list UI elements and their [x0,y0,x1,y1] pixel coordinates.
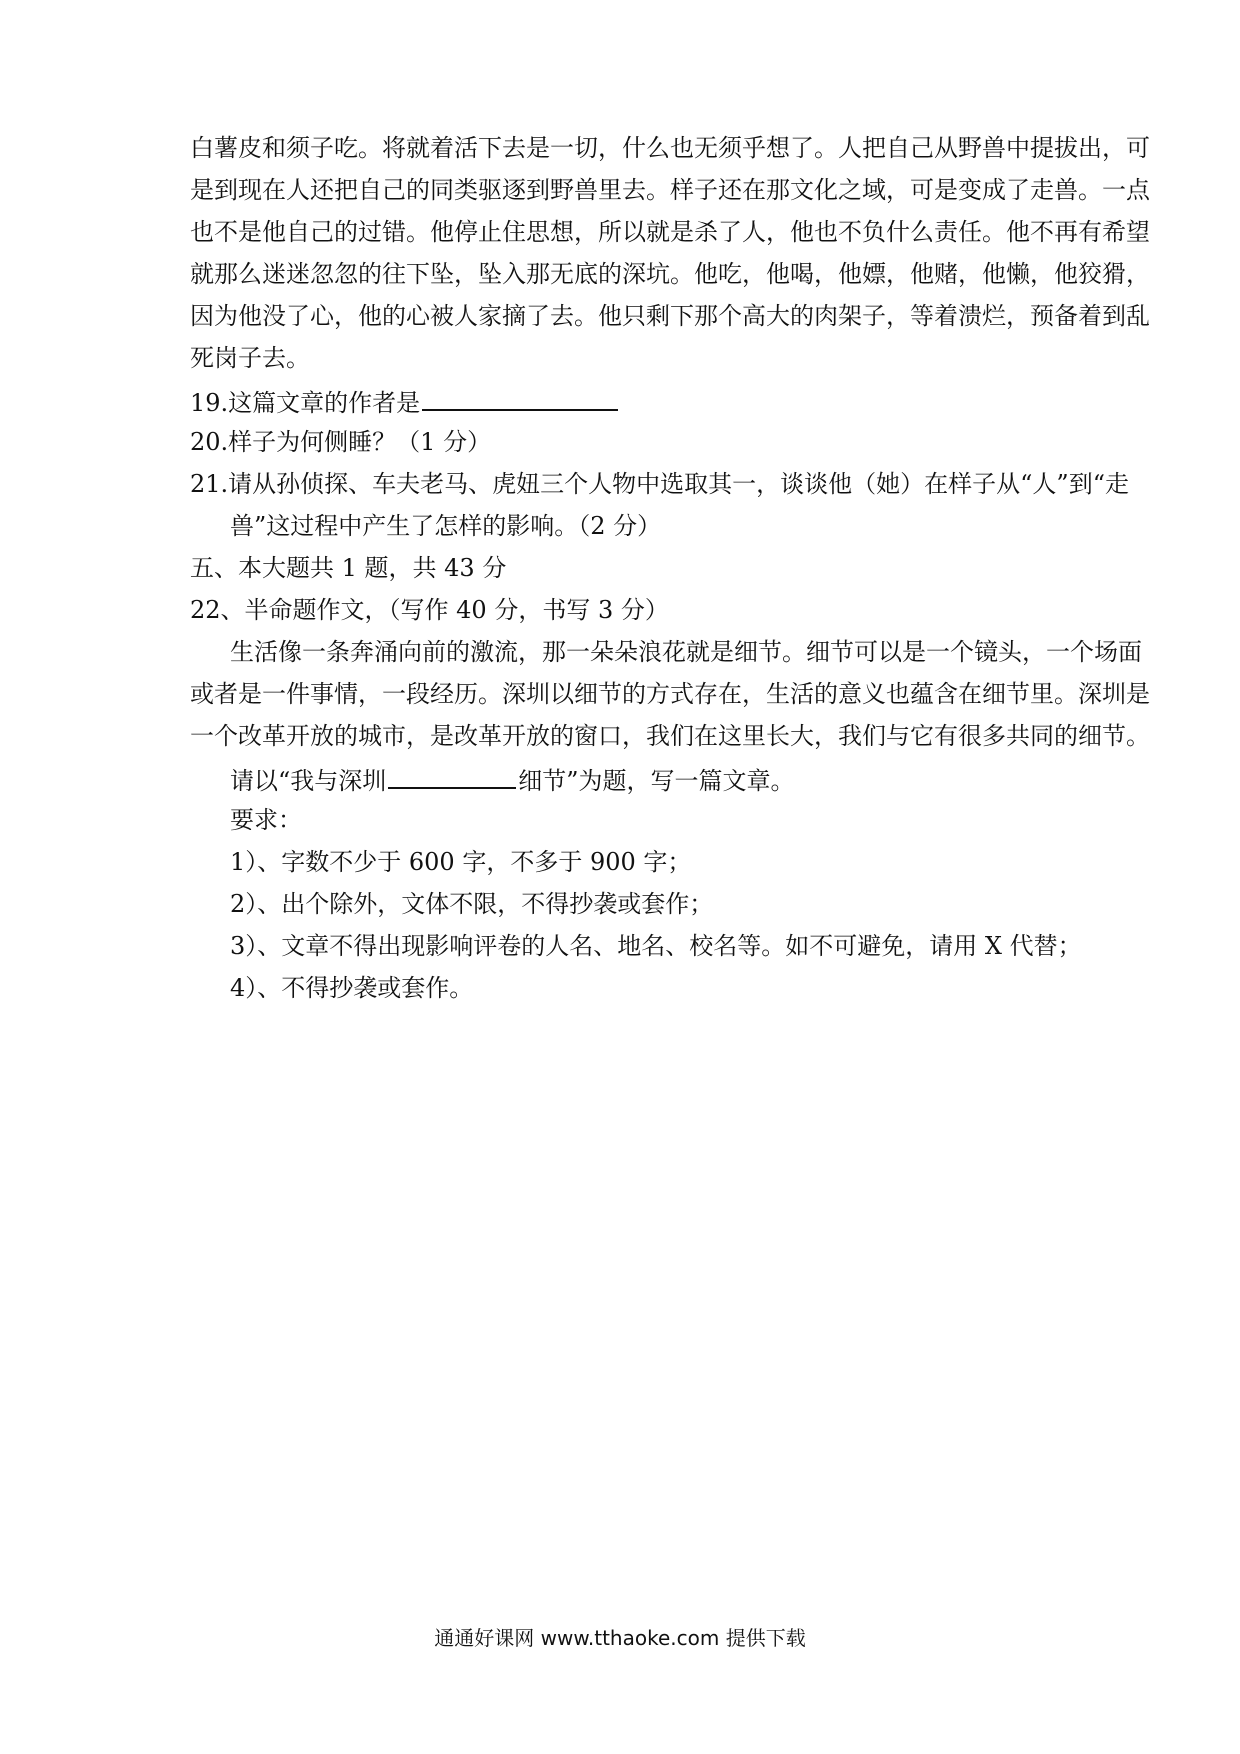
question-21-continued: 兽”这过程中产生了怎样的影响。（2 分） [230,512,662,540]
page-footer: 通通好课网 www.tthaoke.com 提供下载 [434,1626,806,1650]
essay-prompt-line: 一个改革开放的城市，是改革开放的窗口，我们在这里长大，我们与它有很多共同的细节。 [190,722,1150,750]
requirement-item: 3）、文章不得出现影响评卷的人名、地名、校名等。如不可避免，请用 X 代替； [230,932,1082,960]
essay-prompt-line: 生活像一条奔涌向前的激流，那一朵朵浪花就是细节。细节可以是一个镜头，一个场面 [230,638,1142,666]
passage-line: 是到现在人还把自己的同类驱逐到野兽里去。样子还在那文化之域，可是变成了走兽。一点 [190,176,1150,204]
title-prefix: 请以“我与深圳 [230,767,387,795]
essay-prompt-line: 或者是一件事情，一段经历。深圳以细节的方式存在，生活的意义也蕴含在细节里。深圳是 [190,680,1150,708]
passage-line: 因为他没了心，他的心被人家摘了去。他只剩下那个高大的肉架子，等着溃烂，预备着到乱 [190,302,1150,330]
question-19-text: 19.这篇文章的作者是 [190,389,421,417]
title-blank[interactable] [388,761,516,789]
section-heading: 五、本大题共 1 题，共 43 分 [190,554,507,582]
question-20: 20.样子为何侧睡？（1 分） [190,428,492,456]
question-21: 21.请从孙侦探、车夫老马、虎妞三个人物中选取其一，谈谈他（她）在样子从“人”到“走 [190,470,1129,498]
passage-line: 也不是他自己的过错。他停止住思想，所以就是杀了人，他也不负什么责任。他不再有希望 [190,218,1150,246]
title-suffix: 细节”为题，写一篇文章。 [518,767,795,795]
question-19 [190,383,1065,420]
question-22: 22、半命题作文，（写作 40 分，书写 3 分） [190,596,669,624]
passage-line: 白薯皮和须子吃。将就着活下去是一切，什么也无须乎想了。人把自己从野兽中提拔出，可 [190,134,1150,162]
passage-line: 就那么迷迷忽忽的往下坠，坠入那无底的深坑。他吃，他喝，他嫖，他赌，他懒，他狡猾， [190,260,1150,288]
requirement-item: 4）、不得抄袭或套作。 [230,974,474,1002]
requirement-item: 1）、字数不少于 600 字，不多于 900 字； [230,848,692,876]
essay-title-instruction [230,761,1065,798]
answer-blank[interactable] [422,383,618,411]
requirement-item: 2）、出个除外，文体不限，不得抄袭或套作； [230,890,714,918]
requirements-label: 要求： [230,806,302,834]
passage-line: 死岗子去。 [190,344,310,372]
